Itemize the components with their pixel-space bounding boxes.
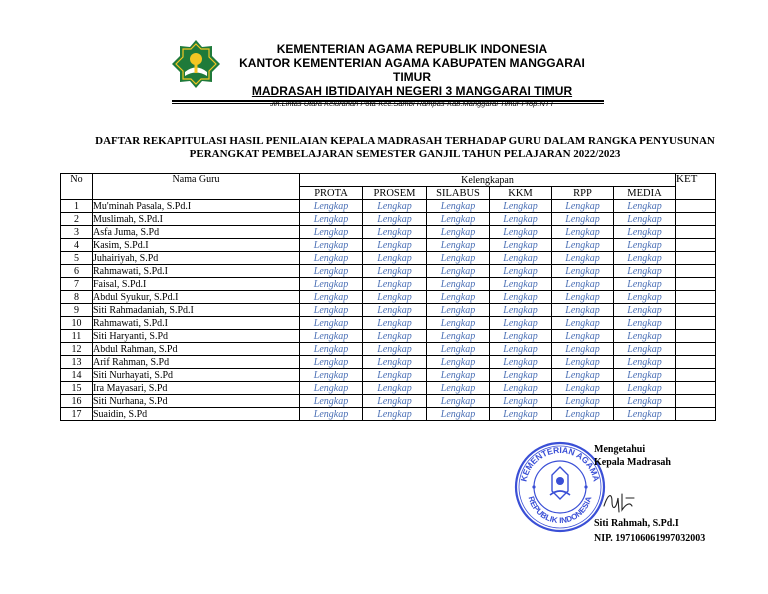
- teacher-name: Suaidin, S.Pd: [93, 408, 300, 421]
- official-stamp: [514, 441, 606, 533]
- status-silabus: Lengkap: [427, 356, 490, 369]
- status-rpp: Lengkap: [552, 291, 614, 304]
- table-row: [61, 369, 716, 382]
- title-line-2: PERANGKAT PEMBELAJARAN SEMESTER GANJIL TAHUN PELAJARAN 2022/2023: [189, 148, 621, 160]
- keterangan-cell: [676, 252, 716, 265]
- status-media: Lengkap: [614, 369, 676, 382]
- header-nama-guru: Nama Guru: [93, 174, 300, 200]
- table-row: [61, 408, 716, 421]
- status-silabus: Lengkap: [427, 226, 490, 239]
- status-kkm: Lengkap: [490, 304, 552, 317]
- header-prota: PROTA: [300, 187, 363, 200]
- status-prosem: Lengkap: [363, 304, 427, 317]
- status-silabus: Lengkap: [427, 291, 490, 304]
- signatory-name: Siti Rahmah, S.Pd.I: [594, 518, 679, 529]
- keterangan-cell: [676, 226, 716, 239]
- table-row: [61, 200, 716, 213]
- letterhead-divider: [172, 100, 604, 102]
- table-header-row: [61, 174, 716, 187]
- table-row: [61, 252, 716, 265]
- status-rpp: Lengkap: [552, 395, 614, 408]
- teacher-name: Siti Rahmadaniah, S.Pd.I: [93, 304, 300, 317]
- status-rpp: Lengkap: [552, 239, 614, 252]
- status-prota: Lengkap: [300, 265, 363, 278]
- teacher-name: Rahmawati, S.Pd.I: [93, 265, 300, 278]
- keterangan-cell: [676, 408, 716, 421]
- table-row: [61, 382, 716, 395]
- status-prosem: Lengkap: [363, 278, 427, 291]
- status-prosem: Lengkap: [363, 239, 427, 252]
- status-kkm: Lengkap: [490, 317, 552, 330]
- status-silabus: Lengkap: [427, 304, 490, 317]
- teacher-name: Rahmawati, S.Pd.I: [93, 317, 300, 330]
- status-media: Lengkap: [614, 226, 676, 239]
- status-kkm: Lengkap: [490, 369, 552, 382]
- status-media: Lengkap: [614, 382, 676, 395]
- status-silabus: Lengkap: [427, 343, 490, 356]
- status-media: Lengkap: [614, 304, 676, 317]
- handwritten-signature: [600, 486, 640, 516]
- table-row: [61, 265, 716, 278]
- status-prota: Lengkap: [300, 278, 363, 291]
- row-number: 8: [61, 291, 93, 304]
- status-prota: Lengkap: [300, 317, 363, 330]
- status-rpp: Lengkap: [552, 304, 614, 317]
- status-media: Lengkap: [614, 408, 676, 421]
- status-prosem: Lengkap: [363, 226, 427, 239]
- status-prosem: Lengkap: [363, 408, 427, 421]
- status-media: Lengkap: [614, 291, 676, 304]
- status-kkm: Lengkap: [490, 200, 552, 213]
- status-kkm: Lengkap: [490, 395, 552, 408]
- status-rpp: Lengkap: [552, 317, 614, 330]
- table-body: [61, 200, 716, 421]
- signatory-nip: NIP. 197106061997032003: [594, 533, 706, 544]
- status-prota: Lengkap: [300, 356, 363, 369]
- status-media: Lengkap: [614, 278, 676, 291]
- keterangan-cell: [676, 239, 716, 252]
- row-number: 14: [61, 369, 93, 382]
- status-kkm: Lengkap: [490, 343, 552, 356]
- row-number: 4: [61, 239, 93, 252]
- stamp-top-text: KEMENTERIAN AGAMA: [518, 444, 602, 483]
- document-title: [60, 135, 750, 161]
- table-row: [61, 395, 716, 408]
- status-media: Lengkap: [614, 395, 676, 408]
- status-silabus: Lengkap: [427, 382, 490, 395]
- keterangan-cell: [676, 369, 716, 382]
- header-silabus: SILABUS: [427, 187, 490, 200]
- status-media: Lengkap: [614, 213, 676, 226]
- header-no: No: [61, 174, 93, 200]
- row-number: 11: [61, 330, 93, 343]
- row-number: 1: [61, 200, 93, 213]
- status-prota: Lengkap: [300, 395, 363, 408]
- status-kkm: Lengkap: [490, 278, 552, 291]
- status-prota: Lengkap: [300, 330, 363, 343]
- table-row: [61, 330, 716, 343]
- status-silabus: Lengkap: [427, 213, 490, 226]
- status-prota: Lengkap: [300, 382, 363, 395]
- status-silabus: Lengkap: [427, 369, 490, 382]
- keterangan-cell: [676, 330, 716, 343]
- svg-text:KEMENTERIAN AGAMA: [518, 445, 601, 483]
- row-number: 6: [61, 265, 93, 278]
- row-number: 5: [61, 252, 93, 265]
- status-silabus: Lengkap: [427, 395, 490, 408]
- keterangan-cell: [676, 382, 716, 395]
- keterangan-cell: [676, 395, 716, 408]
- status-prosem: Lengkap: [363, 356, 427, 369]
- row-number: 3: [61, 226, 93, 239]
- status-media: Lengkap: [614, 265, 676, 278]
- status-kkm: Lengkap: [490, 291, 552, 304]
- status-silabus: Lengkap: [427, 278, 490, 291]
- status-media: Lengkap: [614, 239, 676, 252]
- status-kkm: Lengkap: [490, 239, 552, 252]
- row-number: 10: [61, 317, 93, 330]
- teacher-name: Muslimah, S.Pd.I: [93, 213, 300, 226]
- status-rpp: Lengkap: [552, 408, 614, 421]
- teacher-name: Asfa Juma, S.Pd: [93, 226, 300, 239]
- teacher-name: Mu'minah Pasala, S.Pd.I: [93, 200, 300, 213]
- status-rpp: Lengkap: [552, 356, 614, 369]
- status-rpp: Lengkap: [552, 369, 614, 382]
- teacher-name: Siti Nurhana, S.Pd: [93, 395, 300, 408]
- status-rpp: Lengkap: [552, 330, 614, 343]
- letterhead-divider-thin: [172, 103, 604, 104]
- teacher-name: Siti Nurhayati, S.Pd: [93, 369, 300, 382]
- table-row: [61, 226, 716, 239]
- row-number: 2: [61, 213, 93, 226]
- keterangan-cell: [676, 213, 716, 226]
- header-rpp: RPP: [552, 187, 614, 200]
- row-number: 7: [61, 278, 93, 291]
- teacher-name: Faisal, S.Pd.I: [93, 278, 300, 291]
- header-kelengkapan: Kelengkapan: [300, 174, 676, 187]
- status-prosem: Lengkap: [363, 265, 427, 278]
- status-prota: Lengkap: [300, 226, 363, 239]
- teacher-name: Abdul Syukur, S.Pd.I: [93, 291, 300, 304]
- row-number: 17: [61, 408, 93, 421]
- teacher-name: Abdul Rahman, S.Pd: [93, 343, 300, 356]
- status-silabus: Lengkap: [427, 317, 490, 330]
- status-rpp: Lengkap: [552, 213, 614, 226]
- keterangan-cell: [676, 343, 716, 356]
- status-prosem: Lengkap: [363, 330, 427, 343]
- status-rpp: Lengkap: [552, 200, 614, 213]
- status-prota: Lengkap: [300, 408, 363, 421]
- teacher-name: Ira Mayasari, S.Pd: [93, 382, 300, 395]
- letterhead: [222, 42, 602, 109]
- status-prosem: Lengkap: [363, 252, 427, 265]
- keterangan-cell: [676, 291, 716, 304]
- status-kkm: Lengkap: [490, 382, 552, 395]
- status-kkm: Lengkap: [490, 408, 552, 421]
- status-prosem: Lengkap: [363, 213, 427, 226]
- header-prosem: PROSEM: [363, 187, 427, 200]
- table-row: [61, 278, 716, 291]
- status-prosem: Lengkap: [363, 291, 427, 304]
- table-row: [61, 343, 716, 356]
- status-silabus: Lengkap: [427, 265, 490, 278]
- keterangan-cell: [676, 265, 716, 278]
- keterangan-cell: [676, 200, 716, 213]
- status-prosem: Lengkap: [363, 395, 427, 408]
- status-media: Lengkap: [614, 317, 676, 330]
- status-prota: Lengkap: [300, 343, 363, 356]
- status-prosem: Lengkap: [363, 317, 427, 330]
- recap-table: [60, 173, 716, 421]
- teacher-name: Kasim, S.Pd.I: [93, 239, 300, 252]
- status-prosem: Lengkap: [363, 343, 427, 356]
- stamp-bottom-text: REPUBLIK INDONESIA: [526, 495, 594, 526]
- status-prota: Lengkap: [300, 369, 363, 382]
- row-number: 13: [61, 356, 93, 369]
- keterangan-cell: [676, 304, 716, 317]
- row-number: 16: [61, 395, 93, 408]
- office-name: KANTOR KEMENTERIAN AGAMA KABUPATEN MANGGARAI TIMUR: [239, 56, 585, 84]
- status-kkm: Lengkap: [490, 213, 552, 226]
- status-rpp: Lengkap: [552, 265, 614, 278]
- ministry-name: KEMENTERIAN AGAMA REPUBLIK INDONESIA: [276, 42, 548, 56]
- table-row: [61, 304, 716, 317]
- status-media: Lengkap: [614, 330, 676, 343]
- status-prota: Lengkap: [300, 304, 363, 317]
- header-ket: KET: [676, 174, 716, 200]
- teacher-name: Arif Rahman, S.Pd: [93, 356, 300, 369]
- status-prosem: Lengkap: [363, 200, 427, 213]
- status-media: Lengkap: [614, 200, 676, 213]
- status-media: Lengkap: [614, 343, 676, 356]
- status-kkm: Lengkap: [490, 226, 552, 239]
- status-silabus: Lengkap: [427, 239, 490, 252]
- row-number: 9: [61, 304, 93, 317]
- status-prota: Lengkap: [300, 291, 363, 304]
- teacher-name: Siti Haryanti, S.Pd: [93, 330, 300, 343]
- school-name: MADRASAH IBTIDAIYAH NEGERI 3 MANGGARAI TIMUR: [251, 84, 573, 98]
- row-number: 15: [61, 382, 93, 395]
- signature-acknowledged: Mengetahui: [594, 444, 646, 455]
- status-rpp: Lengkap: [552, 382, 614, 395]
- status-silabus: Lengkap: [427, 330, 490, 343]
- keterangan-cell: [676, 317, 716, 330]
- teacher-name: Juhairiyah, S.Pd: [93, 252, 300, 265]
- header-media: MEDIA: [614, 187, 676, 200]
- status-prota: Lengkap: [300, 213, 363, 226]
- table-row: [61, 291, 716, 304]
- status-rpp: Lengkap: [552, 343, 614, 356]
- keterangan-cell: [676, 278, 716, 291]
- row-number: 12: [61, 343, 93, 356]
- status-prota: Lengkap: [300, 239, 363, 252]
- signature-position: Kepala Madrasah: [594, 457, 671, 468]
- header-kkm: KKM: [490, 187, 552, 200]
- status-rpp: Lengkap: [552, 252, 614, 265]
- status-silabus: Lengkap: [427, 200, 490, 213]
- status-silabus: Lengkap: [427, 408, 490, 421]
- table-row: [61, 213, 716, 226]
- table-row: [61, 317, 716, 330]
- status-prota: Lengkap: [300, 252, 363, 265]
- status-kkm: Lengkap: [490, 356, 552, 369]
- status-kkm: Lengkap: [490, 252, 552, 265]
- keterangan-cell: [676, 356, 716, 369]
- table-row: [61, 356, 716, 369]
- status-silabus: Lengkap: [427, 252, 490, 265]
- signature-block: [594, 443, 706, 544]
- status-rpp: Lengkap: [552, 226, 614, 239]
- status-prota: Lengkap: [300, 200, 363, 213]
- status-media: Lengkap: [614, 252, 676, 265]
- kemenag-logo-icon: [171, 39, 221, 89]
- status-kkm: Lengkap: [490, 265, 552, 278]
- status-prosem: Lengkap: [363, 369, 427, 382]
- status-prosem: Lengkap: [363, 382, 427, 395]
- status-media: Lengkap: [614, 356, 676, 369]
- status-kkm: Lengkap: [490, 330, 552, 343]
- table-row: [61, 239, 716, 252]
- status-rpp: Lengkap: [552, 278, 614, 291]
- title-line-1: DAFTAR REKAPITULASI HASIL PENILAIAN KEPALA MADRASAH TERHADAP GURU DALAM RANGKA PENYUSUNAN: [95, 135, 715, 147]
